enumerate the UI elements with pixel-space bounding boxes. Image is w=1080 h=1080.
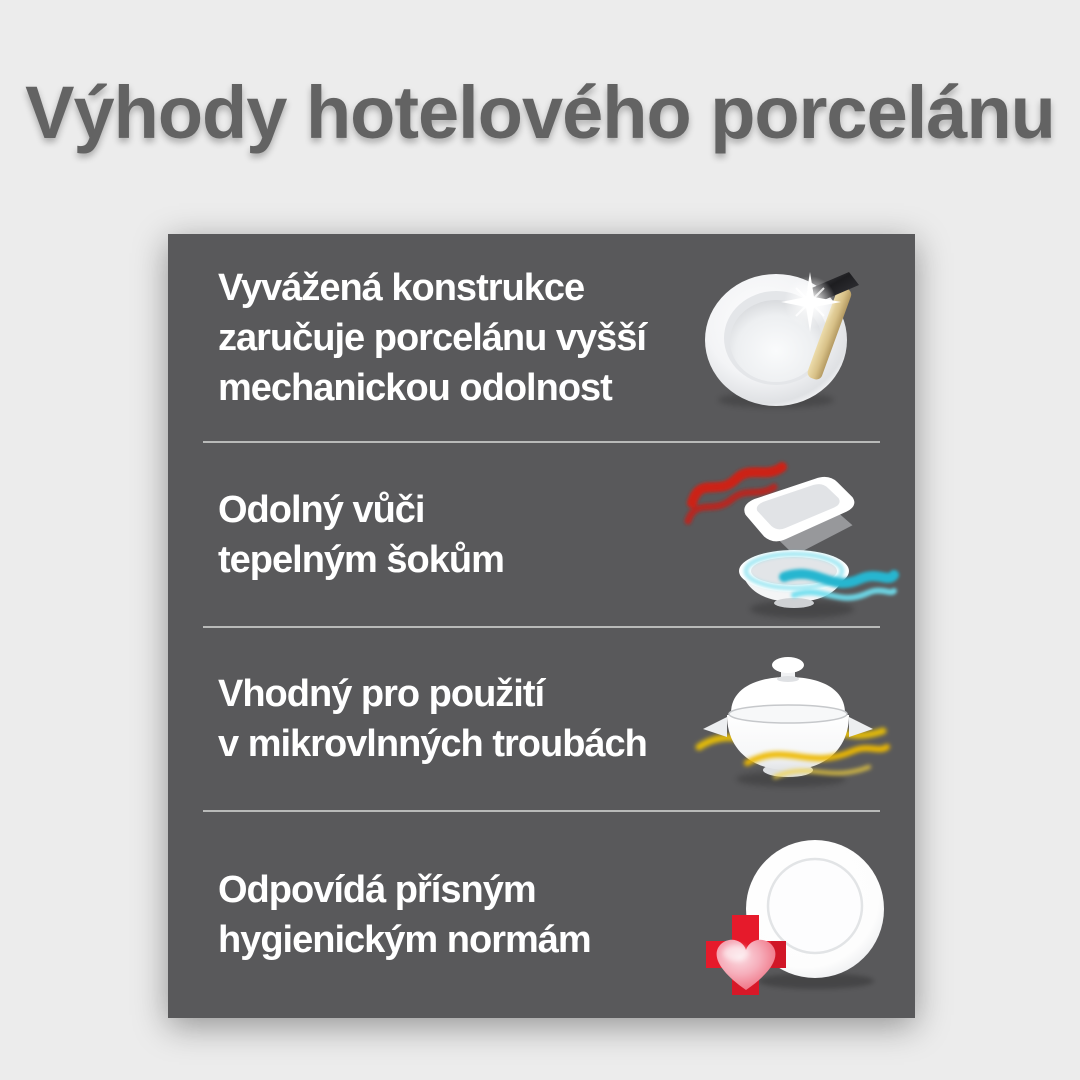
benefit-text-hygiene (218, 865, 677, 965)
benefits-card (168, 234, 915, 1018)
benefit-line: Vyvážená konstrukce (218, 266, 585, 309)
benefit-line: Vhodný pro použití (218, 673, 545, 715)
benefit-line: Odpovídá přísným (218, 869, 536, 911)
benefit-line: zaručuje porcelánu vyšší (218, 316, 646, 359)
page-title: Výhody hotelového porcelánu (25, 71, 1055, 154)
benefit-line: Odolný vůči (218, 488, 425, 531)
thermal-shock-graphic (684, 445, 899, 625)
benefit-text-thermal-shock (218, 485, 677, 585)
benefit-line: v mikrovlnných troubách (218, 723, 647, 765)
microwave-tureen-icon (677, 639, 905, 799)
benefit-line: hygienickým normám (218, 919, 591, 961)
benefit-text-mechanical-durability (218, 263, 677, 413)
soup-tureen (703, 657, 873, 777)
benefit-row-hygiene (168, 812, 915, 1018)
benefit-line: mechanickou odolnost (218, 366, 612, 409)
hygiene-plate-icon (677, 833, 905, 998)
benefit-line: tepelným šokům (218, 538, 504, 581)
benefit-row-mechanical-durability (168, 234, 915, 441)
microwave-tureen-graphic (691, 639, 891, 799)
benefit-text-microwave-safe (218, 669, 677, 769)
rectangular-dish (742, 474, 857, 558)
plate-hammer-icon (677, 262, 905, 414)
plate-hammer-graphic (691, 262, 891, 414)
benefit-row-thermal-shock (168, 443, 915, 626)
hygiene-plate-graphic (686, 833, 896, 998)
thermal-shock-dishes-icon (677, 445, 905, 625)
benefit-row-microwave-safe (168, 628, 915, 810)
